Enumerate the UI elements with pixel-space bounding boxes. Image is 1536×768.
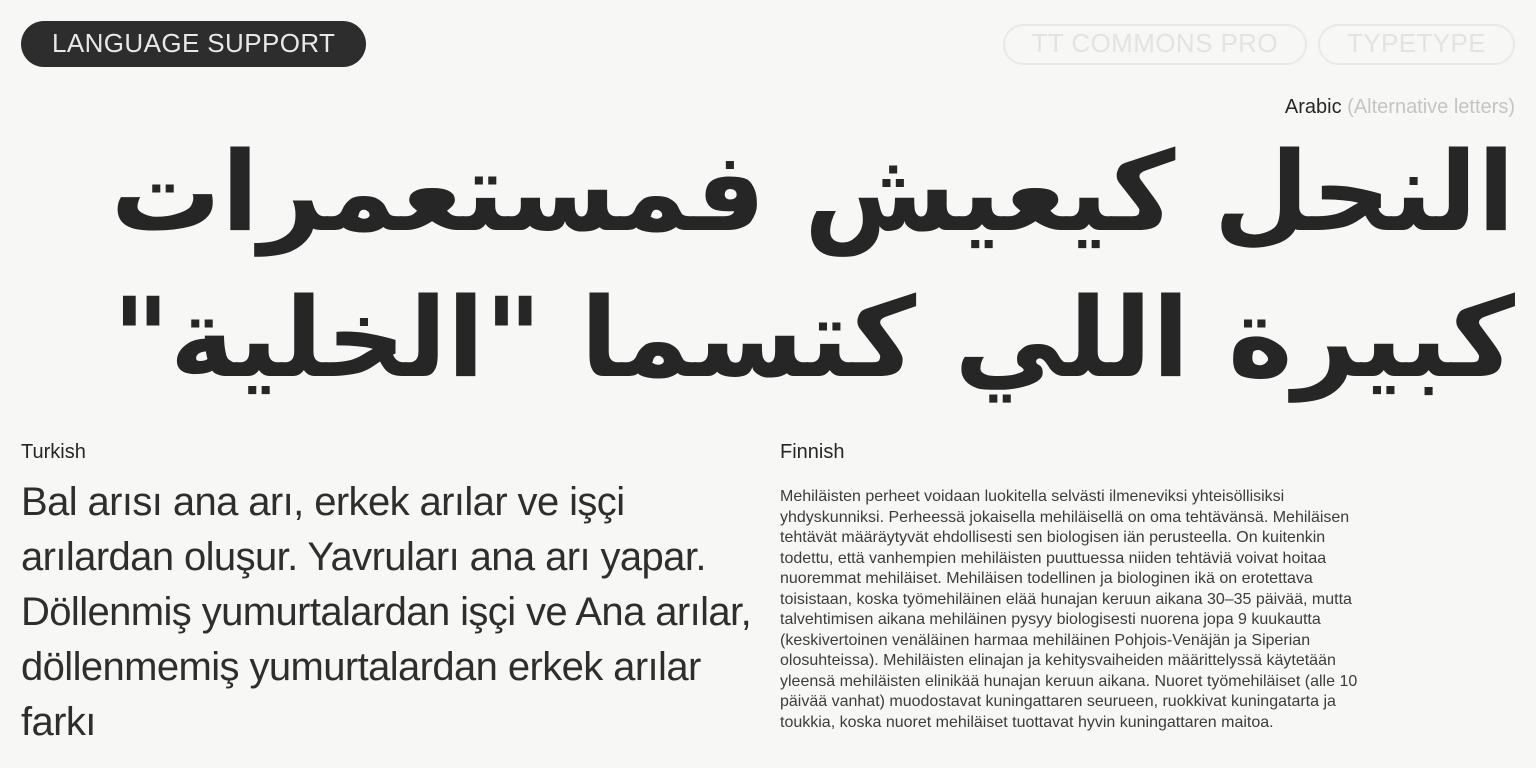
finnish-specimen-text: Mehiläisten perheet voidaan luokitella selvästi ilmeneviksi yhteisöllisiksi yhdyskunniksi. Perheessä jokaisella mehiläisellä on oma tehtävänsä. Mehiläisen tehtävät määräytyvät ehdollisesti sen biologisen iän perusteella. On kuitenkin todettu, että vanhempien mehiläisten puuttuessa niiden tehtäviä voivat hoitaa nuoremmat mehiläiset. Mehiläisen todellinen ja biologinen ikä on erotettava toisistaan, koska työmehiläinen elää hunajan keruun aikana 30–35 päivää, mutta talvehtimisen aikana mehiläinen pysyy biologisesti nuorena jopa 9 kuukautta (keskivertoinen venäläinen harmaa mehiläinen Pohjois-Venäjän ja Siperian olosuhteissa). Mehiläisten elinajan ja kehitysvaiheiden määrittelyssä käytetään yleensä mehiläisten elinikää hunajan keruun aikana. Nuoret työmehiläiset (alle 10 päivää vanhat) muodostavat kuningattaren seurueen, ruokkivat kuningatarta ja toukkia, koska nuoret mehiläiset tuottavat hyvin kuningattaren maitoa. — [780, 488, 1358, 731]
arabic-section — [0, 95, 1536, 411]
arabic-section-label — [0, 95, 1536, 119]
arabic-language-label: Arabic — [1284, 96, 1342, 118]
language-samples-row — [0, 440, 1536, 750]
turkish-language-label: Turkish — [21, 441, 86, 463]
arabic-variant-label: (Alternative letters) — [1347, 96, 1515, 118]
turkish-column — [21, 440, 763, 750]
font-name-badge[interactable]: TT COMMONS PRO — [1003, 24, 1307, 65]
finnish-language-label: Finnish — [780, 441, 845, 463]
language-support-badge: LANGUAGE SUPPORT — [21, 21, 366, 67]
arabic-display-text — [0, 119, 1536, 411]
header-badges-group — [1003, 24, 1515, 65]
header-bar — [0, 0, 1536, 67]
finnish-column — [763, 440, 1515, 750]
foundry-badge[interactable]: TYPETYPE — [1318, 24, 1515, 65]
arabic-display-line-2: كبيرة اللي كتسما "الخلية" — [112, 274, 1515, 402]
turkish-specimen-text: Bal arısı ana arı, erkek arılar ve işçi arılardan oluşur. Yavruları ana arı yapar. Döllenmiş yumurtalardan işçi ve Ana arılar, döllenmemiş yumurtalardan erkek arılar farkı — [21, 480, 752, 744]
arabic-display-line-1: النحل كيعيش فمستعمرات — [110, 128, 1515, 256]
